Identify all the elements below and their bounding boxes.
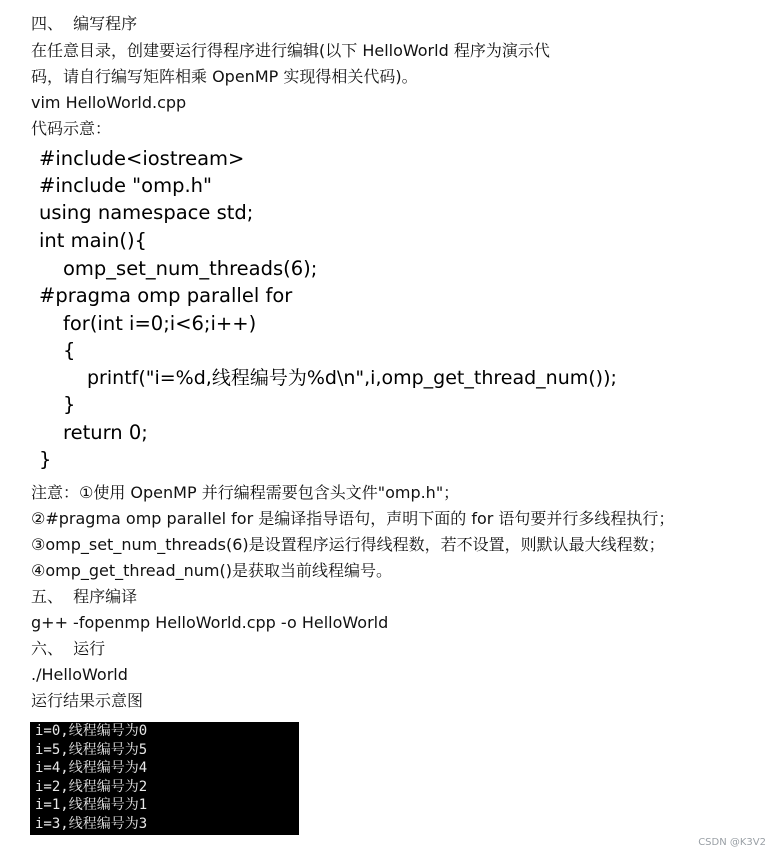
note-3: ③omp_set_num_threads(6)是设置程序运行得线程数，若不设置，则默认最大线程数； (31, 535, 665, 554)
code-line: return 0; (63, 421, 148, 444)
section-6-title: 六、 运行 (31, 639, 106, 658)
code-line: #include "omp.h" (39, 174, 212, 197)
run-command: ./HelloWorld (31, 665, 128, 684)
terminal-line: i=5,线程编号为5 (35, 741, 148, 758)
note-1: 注意：①使用 OpenMP 并行编程需要包含头文件"omp.h"； (31, 483, 460, 502)
code-line: } (39, 448, 52, 471)
code-label: 代码示意： (31, 119, 112, 138)
terminal-line: i=2,线程编号为2 (35, 778, 148, 795)
code-line: } (63, 393, 76, 416)
section-4-title: 四、 编写程序 (31, 14, 138, 33)
note-2: ②#pragma omp parallel for 是编译指导语句，声明下面的 for 语句要并行多线程执行； (31, 509, 675, 528)
code-line: #include<iostream> (39, 147, 245, 170)
terminal-line: i=1,线程编号为1 (35, 797, 148, 814)
intro-line-2: 码，请自行编写矩阵相乘 OpenMP 实现得相关代码)。 (31, 67, 418, 86)
terminal-line: i=4,线程编号为4 (35, 760, 148, 777)
intro-line-1: 在任意目录，创建要运行得程序进行编辑(以下 HelloWorld 程序为演示代 (31, 41, 550, 60)
vim-command: vim HelloWorld.cpp (31, 93, 187, 112)
code-line: omp_set_num_threads(6); (63, 257, 318, 280)
code-line: printf("i=%d,线程编号为%d\n",i,omp_get_thread_num()); (87, 367, 617, 389)
result-label: 运行结果示意图 (31, 691, 144, 710)
note-4: ④omp_get_thread_num()是获取当前线程编号。 (31, 561, 392, 580)
terminal-line: i=3,线程编号为3 (35, 815, 148, 832)
terminal-output (30, 722, 299, 835)
code-line: int main(){ (39, 229, 147, 252)
terminal-line: i=0,线程编号为0 (35, 723, 148, 739)
code-line: #pragma omp parallel for (39, 284, 293, 307)
code-line: for(int i=0;i<6;i++) (63, 312, 257, 335)
code-line: using namespace std; (39, 201, 254, 224)
compile-command: g++ -fopenmp HelloWorld.cpp -o HelloWorld (31, 613, 389, 632)
code-line: { (63, 339, 76, 362)
section-5-title: 五、 程序编译 (31, 587, 138, 606)
watermark: CSDN @K3V2 (698, 837, 766, 848)
